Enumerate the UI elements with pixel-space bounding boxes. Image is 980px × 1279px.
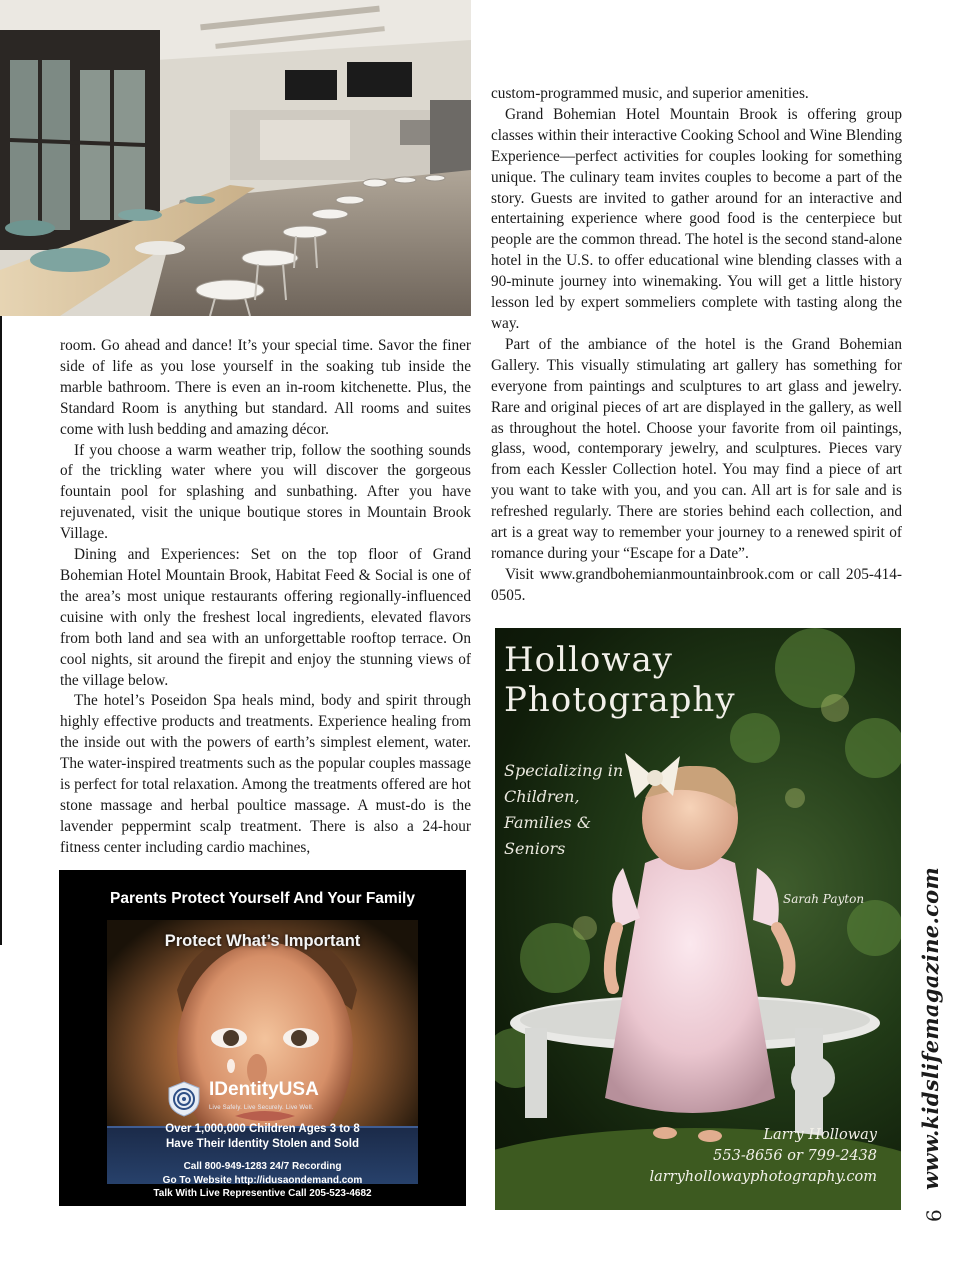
ad-subhead: Protect What’s Important [164, 932, 361, 950]
article-paragraph: Visit www.grandbohemianmountainbrook.com or call 205-414-0505. [491, 565, 902, 604]
specialty-line: Families & [504, 813, 592, 832]
photography-specialties [504, 758, 623, 862]
ad-headline: Parents Protect Yourself And Your Family [110, 890, 415, 907]
ad-contact [59, 1160, 466, 1201]
photographer-contact [649, 1125, 877, 1188]
title-line: Photography [504, 680, 736, 720]
ad-statistic [59, 1122, 466, 1152]
page-number: 6 [922, 1209, 946, 1222]
article-paragraph: Dining and Experiences: Set on the top floor of Grand Bohemian Hotel Mountain Brook, Habitat Feed & Social is one of the area’s most unique restaurants offering regionally-influenced cuisine with only the freshest local ingredients, elevated flavors from both land and sea with an unforgettable rooftop terrace. On cool nights, sit around the firepit and enjoy the stunning views of the village below. [60, 546, 471, 689]
photographer-phones: 553-8656 or 799-2438 [713, 1148, 877, 1164]
photographer-website: larryhollowayphotography.com [649, 1169, 877, 1185]
article-paragraph: Grand Bohemian Hotel Mountain Brook is offering group classes within their interactive Cooking School and Wine Blending Experience—perfect activities for couples looking for something unique. The culinary team invites couples to become a part of the story. Guests are invited to gather around for an interactive and entertaining experience where good food is the centerpiece but people are the common thread. The hotel is the second stand-alone hotel in the U.S. to offer educational wine blending classes with a 90-minute journey into winemaking. You will get a little history lesson led by expert sommeliers complete with tasting along the way. [491, 105, 902, 332]
article-paragraph: The hotel’s Poseidon Spa heals mind, body and spirit through highly effective products and treatments. Experience healing from the inside out with the powers of earth’s simplest element, water. The water-inspired treatments such as the popular couples massage is perfect for total relaxation. Among the treatments offered are hot stone massage and herbal poultice massage. A must-do is the lavender peppermint scalp treatment. There is also a 24-hour fitness center including cardio machines, [60, 692, 471, 856]
article-paragraph: room. Go ahead and dance! It’s your special time. Savor the finer side of life as you lose yourself in the soaking tub inside the marble bathroom. There is even an in-room kitchenette. Plus, the Standard Room is anything but standard. All rooms and suites come with lush bedding and amazing décor. [60, 337, 471, 438]
contact-line: Call 800-949-1283 24/7 Recording [183, 1161, 342, 1172]
brand-name: IDentityUSA [209, 1079, 319, 1100]
photo-subject-name: Sarah Payton [783, 892, 865, 906]
stat-line: Over 1,000,000 Children Ages 3 to 8 [165, 1123, 360, 1135]
article-paragraph: Part of the ambiance of the hotel is the Grand Bohemian Gallery. This visually stimulating art gallery has something for everyone from paintings and sculptures to art glass and jewelry. Rare and original pieces of art are displayed in the gallery, as well as throughout the hotel. Choose your favorite from oil paintings, glass, wood, contemporary jewelry, and sculptures. Pieces vary from each Kessler Collection hotel. You may find a piece of art you want to take with you, and you can. All art is for sale and is refreshed regularly. There are stories behind each collection, and art is a great way to remember your journey to a renewed spirit of romance during your “Escape for a Date”. [491, 335, 902, 562]
photography-title [504, 640, 736, 720]
article-paragraph: If you choose a warm weather trip, follow the soothing sounds of the trickling water where you will discover the gorgeous fountain pool for splashing and sunbathing. After you have rejuvenated, visit the unique boutique stores in Mountain Brook Village. [60, 441, 471, 543]
specialty-line: Seniors [504, 839, 566, 858]
specialty-line: Children, [504, 787, 580, 806]
holloway-photography-ad [495, 628, 901, 1210]
contact-line: Talk With Live Representive Call 205-523-4682 [153, 1188, 372, 1199]
article-column-left [60, 336, 471, 859]
identity-usa-ad [59, 870, 466, 1206]
identityusa-logo [167, 1080, 357, 1118]
brand-tagline: Live Safely. Live Securely. Live Well. [209, 1105, 314, 1111]
shield-icon [167, 1081, 201, 1117]
title-line: Holloway [504, 640, 673, 680]
contact-line: Go To Website http://idusaondemand.com [162, 1174, 363, 1186]
article-paragraph: custom-programmed music, and superior amenities. [491, 85, 809, 102]
stat-line: Have Their Identity Stolen and Sold [166, 1138, 359, 1150]
photographer-name: Larry Holloway [763, 1127, 877, 1143]
restaurant-photo [0, 0, 471, 316]
article-column-right [491, 84, 902, 607]
magazine-url: www.kidslifemagazine.com [918, 867, 943, 1190]
specialty-line: Specializing in [504, 761, 624, 780]
